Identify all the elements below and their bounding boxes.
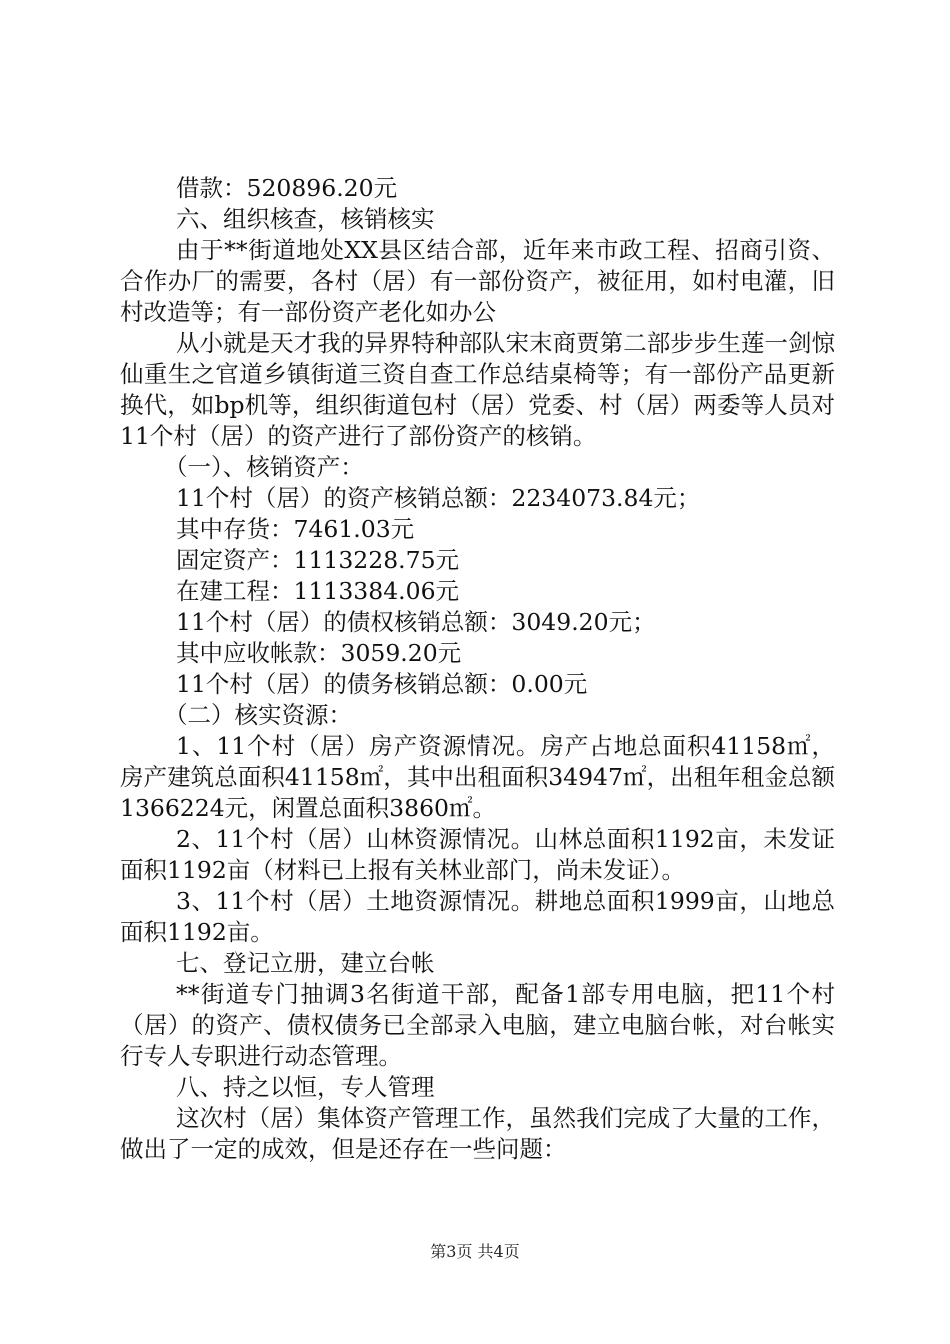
paragraph: 固定资产：1113228.75元 xyxy=(176,546,460,574)
paragraph: 在建工程：1113384.06元 xyxy=(176,577,460,605)
paragraph: 借款：520896.20元 xyxy=(176,174,398,202)
paragraph: 由于**街道地处XX县区结合部，近年来市政工程、招商引资、合作办厂的需要，各村（居）有一部份资产，被征用，如村电灌，旧村改造等；有一部份资产老化如办公 xyxy=(120,236,835,326)
paragraph: 其中存货：7461.03元 xyxy=(176,515,415,543)
paragraph: 从小就是天才我的异界特种部队宋末商贾第二部步步生莲一剑惊仙重生之官道乡镇街道三资自查工作总结桌椅等；有一部份产品更新换代，如bp机等，组织街道包村（居）党委、村（居）两委等人员对11个村（居）的资产进行了部份资产的核销。 xyxy=(120,329,835,450)
section-heading: 八、持之以恒，专人管理 xyxy=(176,1073,435,1101)
section-heading: 七、登记立册，建立台帐 xyxy=(176,949,435,977)
document-body xyxy=(120,173,835,1165)
paragraph: 3、11个村（居）土地资源情况。耕地总面积1999亩，山地总面积1192亩。 xyxy=(120,887,835,946)
paragraph: 11个村（居）的债务核销总额：0.00元 xyxy=(176,670,588,698)
paragraph: 11个村（居）的资产核销总额：2234073.84元； xyxy=(176,484,701,512)
page-footer xyxy=(0,1242,950,1262)
paragraph: 2、11个村（居）山林资源情况。山林总面积1192亩，未发证面积1192亩（材料已上报有关林业部门，尚未发证）。 xyxy=(120,825,835,884)
paragraph: 1、11个村（居）房产资源情况。房产占地总面积41158㎡，房产建筑总面积41158㎡，其中出租面积34947㎡，出租年租金总额1366224元，闲置总面积3860㎡。 xyxy=(120,732,835,822)
section-heading: 六、组织核查，核销核实 xyxy=(176,205,435,233)
subsection-heading: （一）、核销资产： xyxy=(164,453,364,481)
paragraph: 其中应收帐款：3059.20元 xyxy=(176,639,462,667)
subsection-heading: （二）核实资源： xyxy=(164,701,352,729)
paragraph: 11个村（居）的债权核销总额：3049.20元； xyxy=(176,608,656,636)
page-number-label: 第3页 共4页 xyxy=(430,1242,520,1261)
paragraph: 这次村（居）集体资产管理工作，虽然我们完成了大量的工作，做出了一定的成效，但是还存在一些问题： xyxy=(120,1104,835,1163)
paragraph: **街道专门抽调3名街道干部，配备1部专用电脑，把11个村（居）的资产、债权债务已全部录入电脑，建立电脑台帐，对台帐实行专人专职进行动态管理。 xyxy=(120,980,835,1070)
